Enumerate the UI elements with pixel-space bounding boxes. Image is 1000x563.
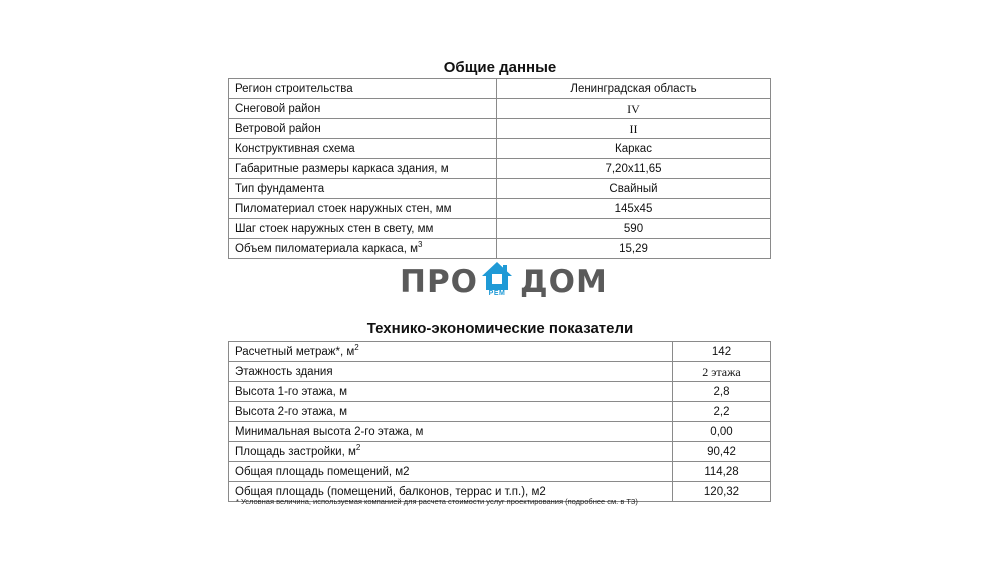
table-row bbox=[229, 382, 771, 402]
row-label-cell bbox=[229, 342, 673, 362]
row-label: Общая площадь помещений, м2 bbox=[229, 462, 673, 482]
logo-word-left: ПРО bbox=[400, 264, 479, 300]
row-value: 15,29 bbox=[497, 239, 771, 259]
table-row bbox=[229, 442, 771, 462]
row-label: Площадь застройки, м bbox=[235, 445, 356, 458]
table-row bbox=[229, 422, 771, 442]
row-value: 120,32 bbox=[673, 482, 771, 502]
row-value: Ленинградская область bbox=[497, 79, 771, 99]
row-value: 90,42 bbox=[673, 442, 771, 462]
row-label: Ветровой район bbox=[229, 119, 497, 139]
row-label: Снеговой район bbox=[229, 99, 497, 119]
table-row bbox=[229, 79, 771, 99]
table-row bbox=[229, 239, 771, 259]
unit-superscript: 3 bbox=[418, 239, 423, 249]
prodom-logo bbox=[400, 258, 608, 304]
unit-superscript: 2 bbox=[355, 442, 361, 452]
row-value: 590 bbox=[497, 219, 771, 239]
row-value: 114,28 bbox=[673, 462, 771, 482]
table-row bbox=[229, 99, 771, 119]
row-label: Габаритные размеры каркаса здания, м bbox=[229, 159, 497, 179]
table-row bbox=[229, 159, 771, 179]
tep-table bbox=[228, 341, 771, 502]
row-label: Высота 1-го этажа, м bbox=[229, 382, 673, 402]
row-label: Общая площадь (помещений, балконов, террас и т.п.), м2 bbox=[229, 482, 673, 502]
row-label: Минимальная высота 2-го этажа, м bbox=[229, 422, 673, 442]
row-value: Каркас bbox=[497, 139, 771, 159]
table-row bbox=[229, 119, 771, 139]
row-label-cell bbox=[229, 442, 673, 462]
row-label: Высота 2-го этажа, м bbox=[229, 402, 673, 422]
row-value: 2 этажа bbox=[673, 362, 771, 382]
table-row bbox=[229, 402, 771, 422]
footnote: * Условная величина, используемая компанией для расчета стоимости услуг проектирования (подробнее см. в ТЗ) bbox=[236, 497, 638, 506]
row-value: II bbox=[497, 119, 771, 139]
row-label: Объем пиломатериала каркаса, м bbox=[235, 242, 419, 255]
tep-title: Технико-экономические показатели bbox=[366, 320, 634, 337]
table-row bbox=[229, 139, 771, 159]
row-label: Регион строительства bbox=[229, 79, 497, 99]
row-value: 2,8 bbox=[673, 382, 771, 402]
row-label-cell bbox=[229, 239, 497, 259]
table-row bbox=[229, 179, 771, 199]
row-label: Тип фундамента bbox=[229, 179, 497, 199]
logo-word-right: ДОМ bbox=[520, 264, 608, 300]
row-label: Этажность здания bbox=[229, 362, 673, 382]
general-data-table bbox=[228, 78, 771, 259]
row-label: Шаг стоек наружных стен в свету, мм bbox=[229, 219, 497, 239]
table-row bbox=[229, 219, 771, 239]
general-data-title: Общие данные bbox=[443, 59, 557, 76]
row-label: Пиломатериал стоек наружных стен, мм bbox=[229, 199, 497, 219]
row-label: Конструктивная схема bbox=[229, 139, 497, 159]
table-row bbox=[229, 342, 771, 362]
row-value: 7,20х11,65 bbox=[497, 159, 771, 179]
table-row bbox=[229, 462, 771, 482]
row-value: IV bbox=[497, 99, 771, 119]
row-label: Расчетный метраж*, м bbox=[235, 345, 355, 358]
table-row bbox=[229, 362, 771, 382]
row-value: 2,2 bbox=[673, 402, 771, 422]
table-row bbox=[229, 199, 771, 219]
row-value: 142 bbox=[673, 342, 771, 362]
row-value: Свайный bbox=[497, 179, 771, 199]
row-value: 145х45 bbox=[497, 199, 771, 219]
row-value: 0,00 bbox=[673, 422, 771, 442]
logo-house-text: РЕМ bbox=[488, 290, 506, 297]
unit-superscript: 2 bbox=[354, 342, 359, 352]
